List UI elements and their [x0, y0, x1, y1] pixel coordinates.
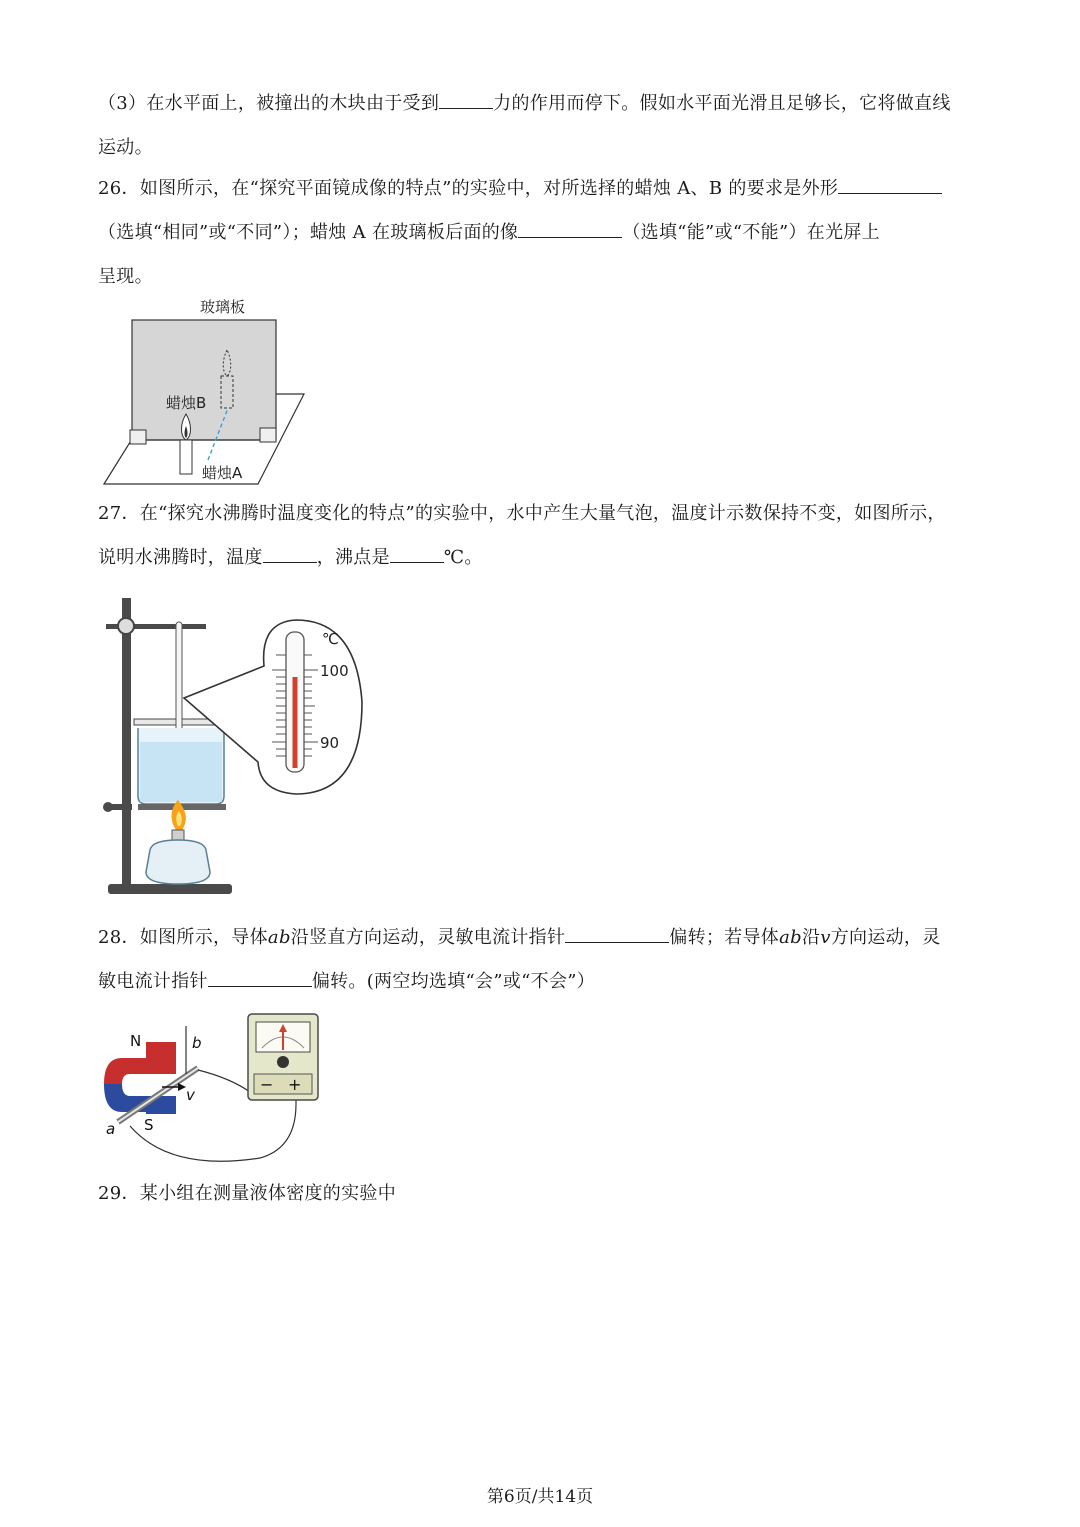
stand-rod [122, 598, 131, 890]
q28-ab-2: ab [779, 927, 802, 948]
q27-blank-2[interactable] [390, 544, 444, 563]
glass-plate-label: 玻璃板 [200, 298, 246, 316]
q28-ab-1: ab [267, 927, 291, 948]
page-number: 第6页/共14页 [486, 1487, 594, 1507]
point-a-label: a [106, 1120, 116, 1138]
thermo-unit-label: ℃ [322, 630, 339, 648]
q26-blank-1[interactable] [838, 175, 942, 194]
question-26 [98, 167, 988, 299]
q28-v: v [820, 927, 831, 948]
velocity-label: v [186, 1086, 195, 1104]
q28-text-5: 方向运动，灵 [830, 927, 941, 948]
candle-a-label: 蜡烛A [202, 464, 243, 482]
induction-figure [100, 1008, 325, 1168]
q27-text-3: ，沸点是 [316, 547, 390, 568]
q27-text-1: 27．在“探究水沸腾时温度变化的特点”的实验中，水中产生大量气泡，温度计示数保持不变，如图所示， [98, 503, 946, 524]
q27-text-2: 说明水沸腾时，温度 [98, 547, 263, 568]
q28-text-4: 沿 [801, 927, 821, 948]
candle-b-label: 蜡烛B [166, 394, 207, 412]
thermo-label-100: 100 [320, 662, 349, 680]
q27-text-4: ℃。 [443, 547, 483, 568]
q28-blank-1[interactable] [565, 924, 669, 943]
q25-text-2: 力的作用而停下。假如水平面光滑且足够长，它将做直线 [493, 93, 951, 114]
south-pole-label: S [144, 1116, 154, 1134]
q26-text-4: 呈现。 [98, 266, 153, 287]
candle-a [180, 440, 192, 474]
plane-mirror-figure [96, 292, 311, 492]
q28-text-6: 敏电流计指针 [98, 971, 208, 992]
thermo-label-90: 90 [320, 734, 340, 752]
q28-text-3: 偏转；若导体 [669, 927, 780, 948]
q25-blank[interactable] [439, 90, 493, 109]
north-pole-label: N [130, 1032, 142, 1050]
q28-text-2: 沿竖直方向运动，灵敏电流计指针 [290, 927, 566, 948]
q26-blank-2[interactable] [518, 219, 622, 238]
q26-text-3: （选填“能”或“不能”）在光屏上 [622, 222, 880, 243]
galvanometer-plus: + [288, 1075, 302, 1094]
question-29 [98, 1172, 988, 1216]
galvanometer-minus: − [260, 1075, 274, 1094]
q25-text-3: 运动。 [98, 137, 153, 158]
alcohol-lamp [146, 840, 210, 884]
q25-text-1: （3）在水平面上，被撞出的木块由于受到 [98, 93, 440, 114]
boiling-water-figure [100, 592, 370, 902]
question-28 [98, 916, 988, 1004]
question-27 [98, 492, 988, 580]
q26-text-2: （选填“相同”或“不同”）；蜡烛 A 在玻璃板后面的像 [98, 222, 519, 243]
q27-blank-1[interactable] [263, 544, 317, 563]
q28-text-7: 偏转。(两空均选填“会”或“不会”） [311, 971, 596, 992]
q29-text: 29．某小组在测量液体密度的实验中 [98, 1183, 397, 1204]
glass-plate [132, 320, 276, 440]
q26-text-1: 26．如图所示，在“探究平面镜成像的特点”的实验中，对所选择的蜡烛 A、B 的要求是外形 [98, 178, 839, 199]
question-25-part-3 [98, 82, 988, 170]
q28-blank-2[interactable] [208, 968, 312, 987]
point-b-label: b [192, 1034, 202, 1052]
q28-text-1: 28．如图所示，导体 [98, 927, 268, 948]
